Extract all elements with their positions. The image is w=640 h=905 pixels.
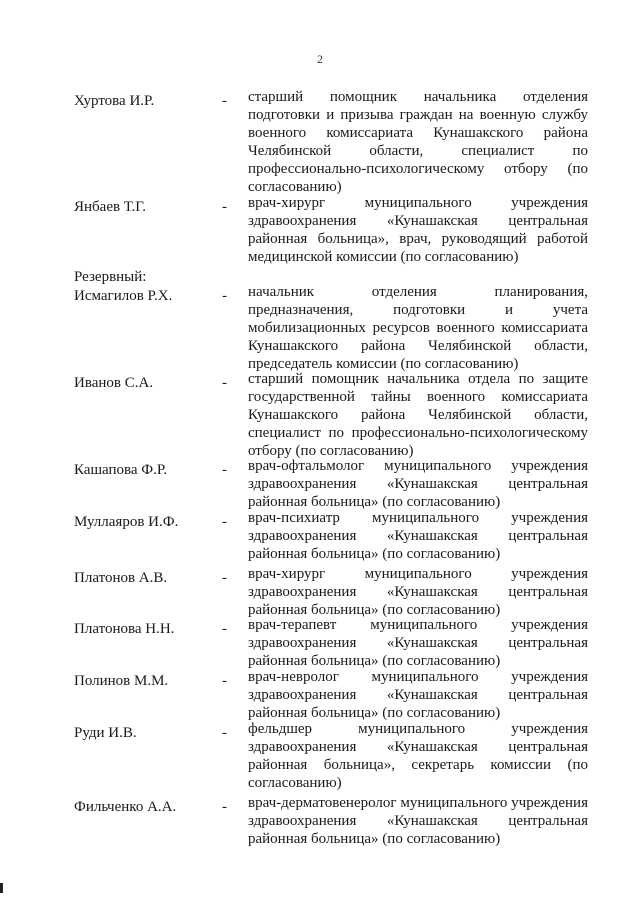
- scan-edge-mark: [0, 883, 3, 893]
- member-dash: -: [222, 570, 227, 586]
- member-description: врач-дерматовенеролог муниципального учреждения здравоохранения «Кунашакская центральная районная больница» (по согласованию): [248, 795, 588, 847]
- member-description: старший помощник начальника отдела по защите государственной тайны военного комиссариата Кунашакского района Челябинской области, специалист по профессионально-психологическому отбору (по согласованию): [248, 371, 588, 459]
- member-dash: -: [222, 799, 227, 815]
- member-dash: -: [222, 725, 227, 741]
- member-name: Руди И.В.: [74, 725, 137, 741]
- reserve-heading: Резервный:: [74, 269, 147, 285]
- member-description: врач-невролог муниципального учреждения здравоохранения «Кунашакская центральная районная больница» (по согласованию): [248, 669, 588, 721]
- page-number: 2: [317, 52, 323, 66]
- member-description: врач-терапевт муниципального учреждения здравоохранения «Кунашакская центральная районная больница» (по согласованию): [248, 617, 588, 669]
- member-dash: -: [222, 375, 227, 391]
- member-name: Полинов М.М.: [74, 673, 169, 689]
- member-name: Фильченко А.А.: [74, 799, 177, 815]
- member-dash: -: [222, 621, 227, 637]
- member-description: врач-хирург муниципального учреждения здравоохранения «Кунашакская центральная районная больница», врач, руководящий работой медицинской комиссии (по согласованию): [248, 195, 588, 265]
- member-name: Исмагилов Р.Х.: [74, 288, 173, 304]
- member-name: Платонов А.В.: [74, 570, 168, 586]
- member-dash: -: [222, 93, 227, 109]
- member-name: Платонова Н.Н.: [74, 621, 175, 637]
- member-dash: -: [222, 514, 227, 530]
- member-name: Муллаяров И.Ф.: [74, 514, 179, 530]
- member-dash: -: [222, 288, 227, 304]
- member-dash: -: [222, 199, 227, 215]
- member-description: врач-психиатр муниципального учреждения здравоохранения «Кунашакская центральная районная больница» (по согласованию): [248, 510, 588, 562]
- member-description: врач-офтальмолог муниципального учреждения здравоохранения «Кунашакская центральная районная больница» (по согласованию): [248, 458, 588, 510]
- member-name: Иванов С.А.: [74, 375, 154, 391]
- member-dash: -: [222, 673, 227, 689]
- member-name: Янбаев Т.Г.: [74, 199, 146, 215]
- member-dash: -: [222, 462, 227, 478]
- member-description: старший помощник начальника отделения подготовки и призыва граждан на военную службу военного комиссариата Кунашакского района Челябинской области, специалист по профессионально-психологическому отбору (по согласованию): [248, 89, 588, 195]
- member-name: Хуртова И.Р.: [74, 93, 155, 109]
- member-description: начальник отделения планирования, предназначения, подготовки и учета мобилизационных ресурсов военного комиссариата Кунашакского района Челябинской области, председатель комиссии (по согласованию): [248, 284, 588, 372]
- member-description: фельдшер муниципального учреждения здравоохранения «Кунашакская центральная районная больница», секретарь комиссии (по согласованию): [248, 721, 588, 791]
- member-description: врач-хирург муниципального учреждения здравоохранения «Кунашакская центральная районная больница» (по согласованию): [248, 566, 588, 618]
- member-name: Кашапова Ф.Р.: [74, 462, 168, 478]
